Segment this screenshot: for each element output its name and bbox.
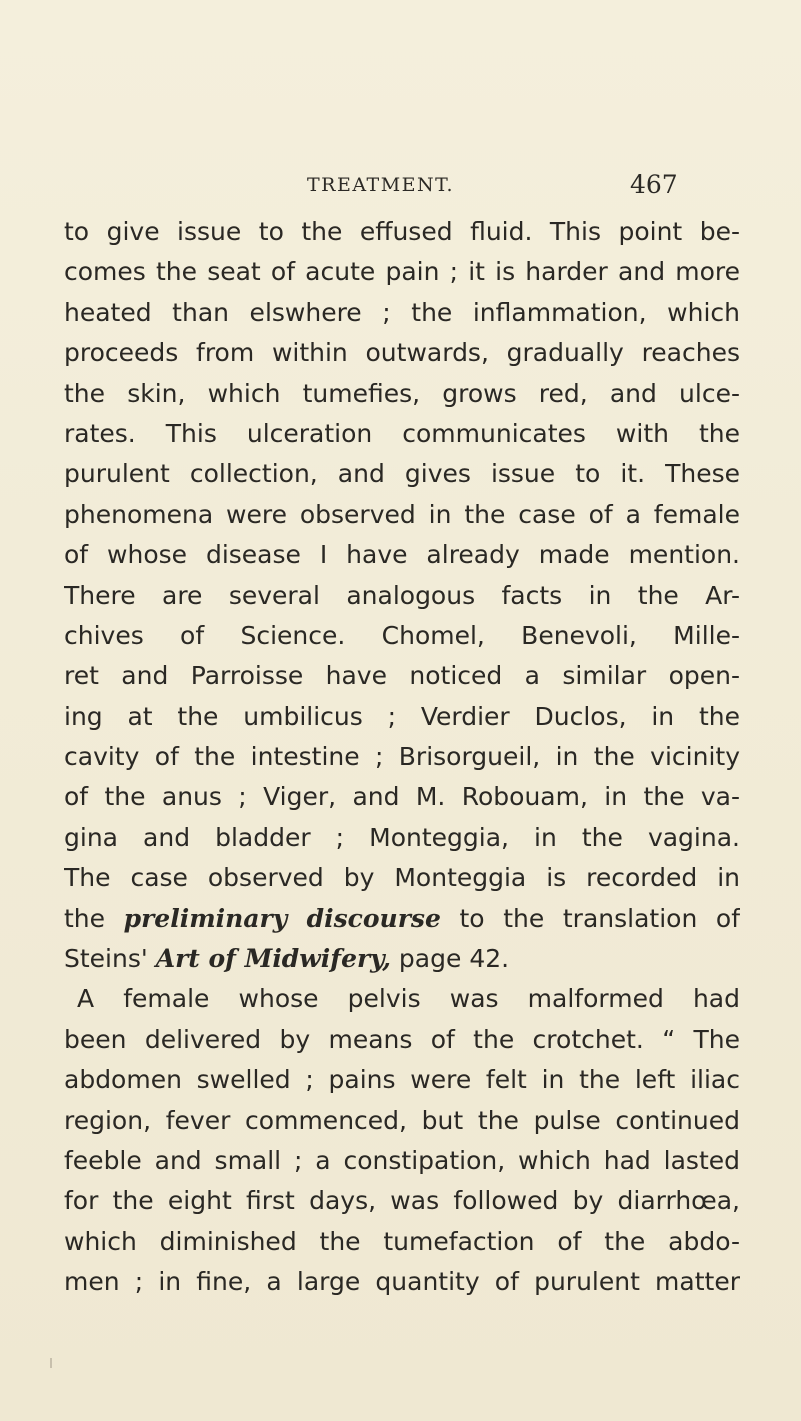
text-run: Steins'	[64, 944, 156, 974]
text-line: to give issue to the effused fluid. This point be-	[64, 217, 740, 246]
text-line: ret and Parroisse have noticed a similar open-	[64, 661, 740, 691]
text-line: phenomena were observed in the case of a female	[64, 499, 740, 529]
text-line: proceeds from within outwards, gradually reaches	[64, 338, 740, 368]
text-line-with-italic	[64, 899, 740, 939]
text-line: chives of Science. Chomel, Benevoli, Mille-	[64, 620, 740, 650]
text-line: There are several analogous facts in the Ar-	[64, 580, 740, 610]
body-text	[64, 212, 740, 1303]
running-title: TREATMENT.	[307, 174, 455, 196]
text-line: cavity of the intestine ; Brisorgueil, in the vicinity	[64, 742, 740, 772]
text-line: of whose disease I have already made mention.	[64, 540, 740, 570]
text-line: ing at the umbilicus ; Verdier Duclos, in the	[64, 701, 740, 731]
text-line: heated than elswhere ; the inflammation, which	[64, 297, 740, 327]
italic-title: preliminary discourse	[123, 903, 441, 933]
paragraph-start-line: A female whose pelvis was malformed had	[77, 984, 740, 1014]
text-run: page 42.	[390, 944, 510, 974]
text-line: for the eight first days, was followed by diarrhœa,	[64, 1186, 740, 1216]
text-line: the skin, which tumefies, grows red, and ulce-	[64, 378, 740, 408]
text-line: men ; in fine, a large quantity of purulent matter	[64, 1267, 740, 1297]
text-line: been delivered by means of the crotchet. “ The	[64, 1024, 740, 1054]
text-line: rates. This ulceration communicates with the	[64, 418, 740, 448]
print-mark	[50, 1358, 52, 1368]
page-number: 467	[630, 170, 678, 199]
text-line: purulent collection, and gives issue to it. These	[64, 459, 740, 489]
paragraph-end-line	[64, 939, 740, 979]
italic-book-title: Art of Midwifery,	[155, 944, 391, 974]
text-line: comes the seat of acute pain ; it is harder and more	[64, 257, 740, 287]
page-header	[0, 172, 801, 202]
text-line: gina and bladder ; Monteggia, in the vagina.	[64, 822, 740, 852]
text-line: region, fever commenced, but the pulse continued	[64, 1105, 740, 1135]
text-line: which diminished the tumefaction of the abdo-	[64, 1226, 740, 1256]
text-run: to the translation of	[440, 903, 740, 933]
text-line: abdomen swelled ; pains were felt in the left iliac	[64, 1065, 740, 1095]
text-run: the	[64, 903, 124, 933]
text-line: The case observed by Monteggia is recorded in	[64, 863, 740, 893]
text-line: feeble and small ; a constipation, which had lasted	[64, 1145, 740, 1175]
text-line: of the anus ; Viger, and M. Robouam, in the va-	[64, 782, 740, 812]
